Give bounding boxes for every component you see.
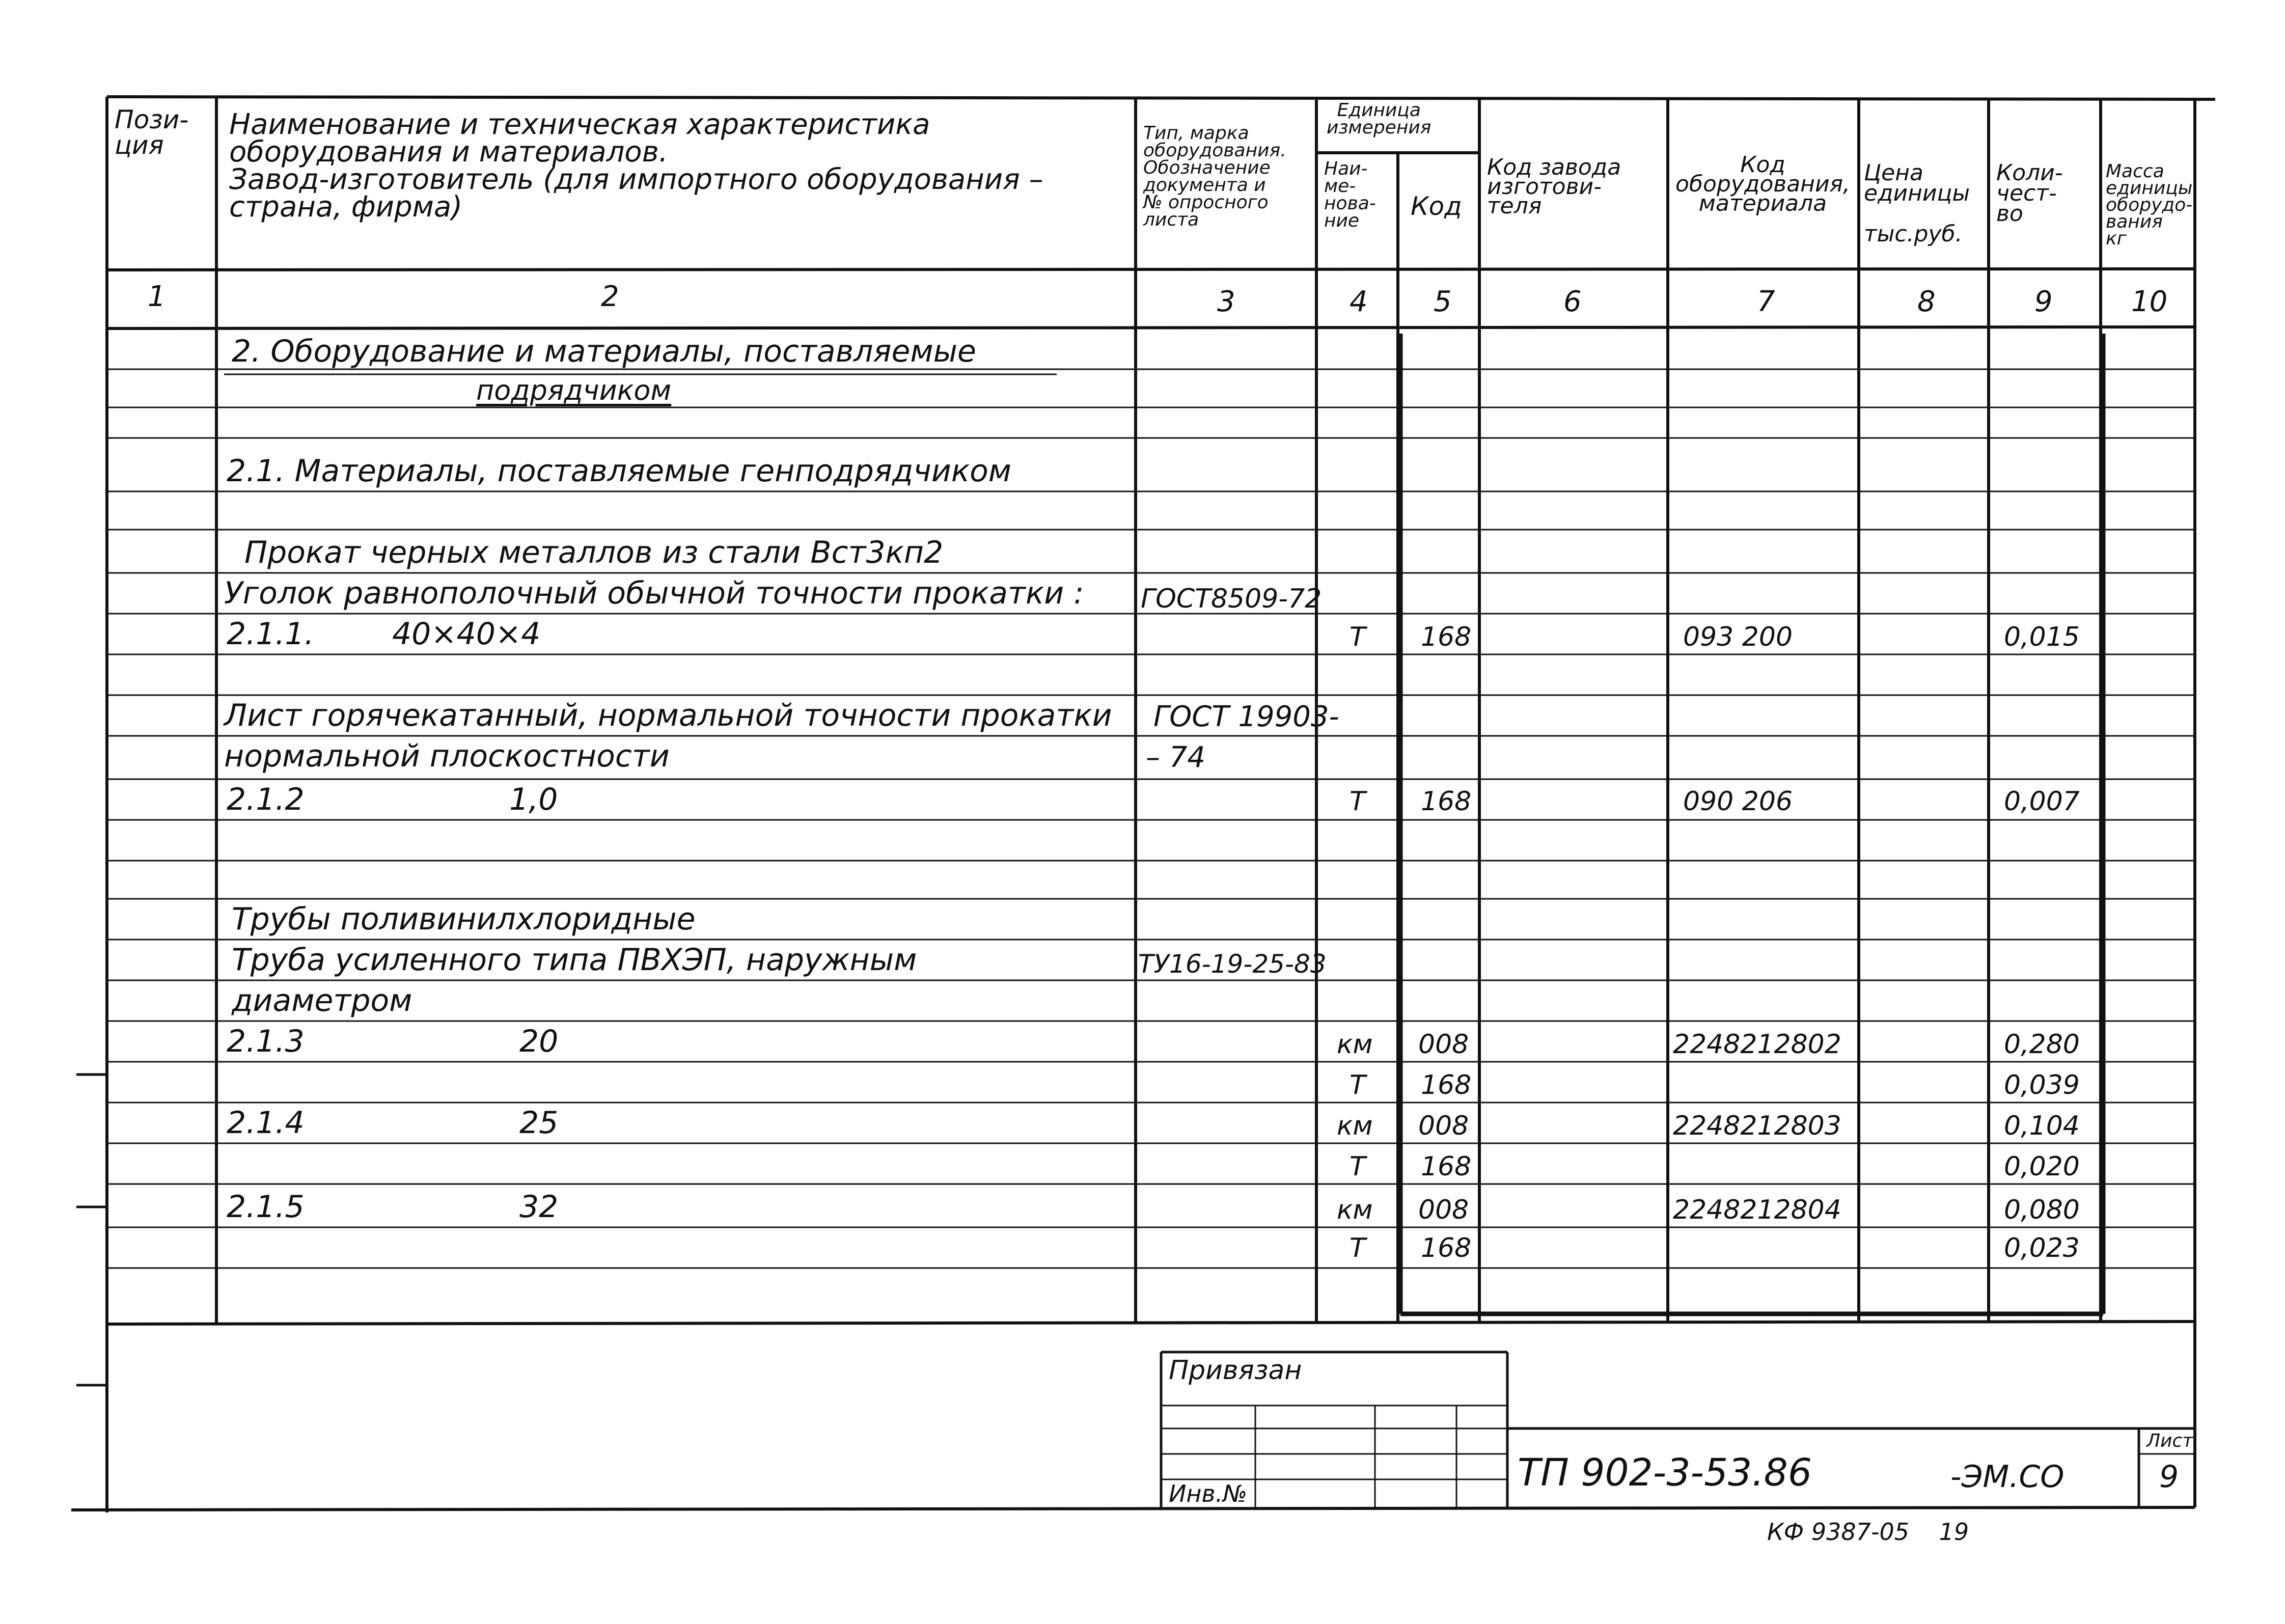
item-2-1-2-pos: 2.1.2 (227, 782, 305, 817)
truba-line-1: Труба усиленного типа ПВХЭП, наружным (232, 942, 917, 978)
item-2-1-5-unit: км (1337, 1195, 1373, 1225)
item-2-1-4-pos: 2.1.4 (227, 1105, 305, 1141)
header-factory-code: Код завода изготови- теля (1487, 154, 1621, 219)
stamp-designation: ТП 902-3-53.86 (1518, 1451, 1812, 1495)
stamp-sheet-label: Лист (2146, 1430, 2193, 1451)
item-2-1-4-mass-unit: Т (1350, 1151, 1366, 1182)
item-2-1-5-pos: 2.1.5 (227, 1189, 305, 1225)
item-2-1-3-qty: 0,280 (2004, 1029, 2080, 1060)
item-2-1-4-mass-code: 168 (1421, 1151, 1472, 1182)
item-2-1-4-mcode: 2248212803 (1673, 1111, 1841, 1141)
item-2-1-1-qty: 0,015 (2004, 622, 2080, 652)
stamp-suffix: -ЭМ.СО (1950, 1459, 2064, 1495)
item-2-1-1-code: 168 (1421, 622, 1472, 652)
header-mass: Масса единицы оборудо- вания кг (2106, 161, 2193, 249)
list-line-2: нормальной плоскостности (224, 738, 670, 774)
header-material-code: Код оборудования, материала (1675, 152, 1850, 216)
list-line-1: Лист горячекатанный, нормальной точности прокатки (224, 698, 1112, 733)
item-2-1-3-mass-code: 168 (1421, 1070, 1472, 1100)
colnum-9: 9 (2034, 285, 2053, 318)
item-2-1-4-code: 008 (1418, 1111, 1469, 1141)
section-2-title: 2. Оборудование и материалы, поставляемые (232, 334, 976, 369)
item-2-1-4-size: 25 (519, 1105, 559, 1141)
header-position: Пози- ция (115, 105, 189, 160)
item-2-1-3-mass-qty: 0,039 (2004, 1070, 2080, 1100)
stamp-sheet-num: 9 (2159, 1459, 2179, 1495)
item-2-1-5-code: 008 (1418, 1195, 1469, 1225)
item-2-1-3-code: 008 (1418, 1029, 1469, 1060)
colnum-8: 8 (1917, 285, 1936, 318)
gost-8509: ГОСТ8509-72 (1141, 584, 1322, 614)
stamp-inv: Инв.№ (1169, 1480, 1248, 1507)
footer-code: КФ 9387-05 19 (1767, 1518, 1969, 1546)
header-name: Наименование и техническая характеристика оборудования и материалов. Завод-изготовитель (для импортного оборудования – страна, фирма) (229, 108, 1043, 224)
item-2-1-5-mass-unit: Т (1350, 1233, 1366, 1263)
item-2-1-5-mass-code: 168 (1421, 1233, 1472, 1263)
section-21-title: 2.1. Материалы, поставляемые генподрядчиком (227, 453, 1012, 489)
colnum-10: 10 (2131, 285, 2168, 318)
tu-16-19: ТУ16-19-25-83 (1138, 949, 1327, 979)
item-2-1-3-unit: км (1337, 1029, 1373, 1060)
prokat-line: Прокат черных металлов из стали Вст3кп2 (244, 535, 944, 570)
colnum-1: 1 (148, 280, 166, 313)
item-2-1-5-mcode: 2248212804 (1673, 1195, 1841, 1225)
colnum-7: 7 (1757, 285, 1775, 318)
header-type: Тип, марка оборудования. Обозначение документа и № опросного листа (1143, 123, 1286, 230)
item-2-1-1-unit: Т (1350, 622, 1366, 652)
stamp-privyazan: Привязан (1169, 1355, 1302, 1386)
header-unit-code: Код (1411, 191, 1462, 221)
item-2-1-5-mass-qty: 0,023 (2004, 1233, 2080, 1263)
header-price: Цена единицы тыс.руб. (1864, 160, 1970, 247)
colnum-4: 4 (1350, 285, 1368, 318)
header-unit-group: Единица измерения (1327, 100, 1431, 138)
item-2-1-4-qty: 0,104 (2004, 1111, 2080, 1141)
truba-line-2: диаметром (232, 983, 412, 1019)
section-2-title-cont: подрядчиком (476, 374, 672, 406)
item-2-1-5-size: 32 (519, 1189, 559, 1225)
colnum-5: 5 (1434, 285, 1452, 318)
item-2-1-2-unit: Т (1350, 786, 1366, 817)
item-2-1-1-pos: 2.1.1. (227, 616, 314, 652)
item-2-1-2-mcode: 090 206 (1683, 786, 1793, 817)
item-2-1-3-mass-unit: Т (1350, 1070, 1366, 1100)
item-2-1-3-mcode: 2248212802 (1673, 1029, 1841, 1060)
ugolok-line: Уголок равнополочный обычной точности прокатки : (224, 575, 1084, 611)
header-unit-name: Наи- ме- нова- ние (1324, 158, 1376, 231)
gost-19903-a: ГОСТ 19903- (1153, 700, 1339, 733)
colnum-3: 3 (1217, 285, 1235, 318)
item-2-1-4-unit: км (1337, 1111, 1373, 1141)
item-2-1-2-qty: 0,007 (2004, 786, 2080, 817)
item-2-1-5-qty: 0,080 (2004, 1195, 2080, 1225)
item-2-1-3-size: 20 (519, 1024, 559, 1059)
colnum-6: 6 (1563, 285, 1582, 318)
item-2-1-3-pos: 2.1.3 (227, 1024, 305, 1059)
item-2-1-1-size: 40×40×4 (392, 616, 541, 652)
truby-line: Трубы поливинилхлоридные (232, 901, 696, 937)
header-quantity: Коли- чест- во (1996, 160, 2063, 227)
colnum-2: 2 (601, 280, 619, 313)
item-2-1-1-mcode: 093 200 (1683, 622, 1793, 652)
item-2-1-2-size: 1,0 (509, 782, 558, 817)
item-2-1-2-code: 168 (1421, 786, 1472, 817)
gost-19903-b: – 74 (1146, 741, 1206, 774)
item-2-1-4-mass-qty: 0,020 (2004, 1151, 2080, 1182)
